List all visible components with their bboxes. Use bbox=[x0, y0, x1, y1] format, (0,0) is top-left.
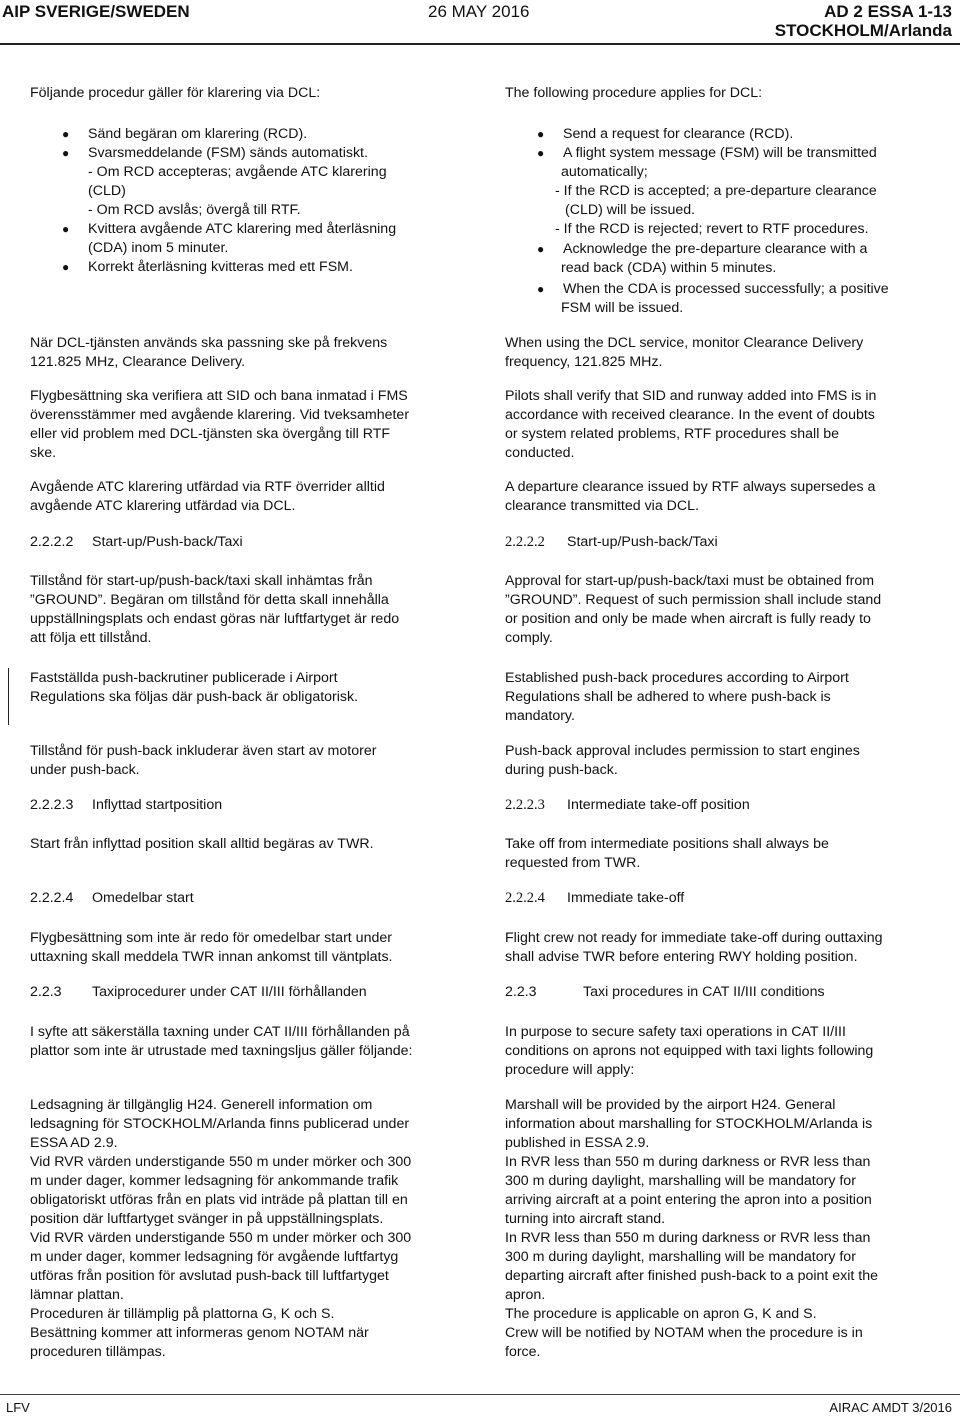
en-para-9-b: conditions on aprons not equipped with taxi lights following bbox=[505, 1043, 874, 1059]
sv-para-8-a: Flygbesättning som inte är redo för omedelbar start under bbox=[30, 930, 392, 946]
en-section-title-223: Taxi procedures in CAT II/III conditions bbox=[583, 984, 825, 1000]
en-para-2-a: Pilots shall verify that SID and runway added into FMS is in bbox=[505, 388, 877, 404]
en-bullet-2-line-d: (CLD) will be issued. bbox=[565, 202, 696, 218]
en-para-6-a: Push-back approval includes permission to start engines bbox=[505, 743, 860, 759]
en-section-title-2224: Immediate take-off bbox=[567, 890, 685, 906]
en-para-3-b: clearance transmitted via DCL. bbox=[505, 498, 699, 514]
en-para-4-a: Approval for start-up/push-back/taxi must be obtained from bbox=[505, 573, 875, 589]
en-para-4-d: comply. bbox=[505, 630, 553, 646]
sv-para-10-line: proceduren tillämpas. bbox=[30, 1344, 166, 1360]
sv-para-6-b: under push-back. bbox=[30, 762, 140, 778]
bullet-icon: ● bbox=[62, 127, 70, 141]
en-section-title-2223: Intermediate take-off position bbox=[567, 797, 750, 813]
en-para-10-line: turning into aircraft stand. bbox=[505, 1211, 666, 1227]
header-page-ref: AD 2 ESSA 1-13 bbox=[824, 2, 952, 21]
sv-section-number-2223: 2.2.2.3 bbox=[30, 797, 74, 813]
footer-publisher: LFV bbox=[6, 1400, 30, 1415]
en-para-6-b: during push-back. bbox=[505, 762, 618, 778]
en-para-10-line: published in ESSA 2.9. bbox=[505, 1135, 650, 1151]
en-bullet-2: ● A flight system message (FSM) will be transmitted bbox=[537, 145, 877, 161]
en-para-8-b: shall advise TWR before entering RWY holding position. bbox=[505, 949, 858, 965]
sv-intro: Följande procedur gäller för klarering via DCL: bbox=[30, 85, 321, 101]
en-para-10-line: 300 m during daylight, marshalling will be mandatory for bbox=[505, 1173, 856, 1189]
en-bullet-4-line-b: FSM will be issued. bbox=[561, 300, 684, 316]
sv-para-2-c: eller vid problem med DCL-tjänsten ska övergång till RTF bbox=[30, 426, 391, 442]
en-para-5-a: Established push-back procedures according to Airport bbox=[505, 670, 849, 686]
bullet-icon: ● bbox=[537, 242, 545, 256]
sv-para-10-line: ESSA AD 2.9. bbox=[30, 1135, 118, 1151]
sv-para-10-line: ledsagning för STOCKHOLM/Arlanda finns publicerad under bbox=[30, 1116, 410, 1132]
en-bullet-1: ● Send a request for clearance (RCD). bbox=[537, 126, 794, 142]
sv-section-title-2224: Omedelbar start bbox=[92, 890, 194, 906]
en-para-3-a: A departure clearance issued by RTF always supersedes a bbox=[505, 479, 876, 495]
en-para-10-line: arriving aircraft at a point entering the apron into a position bbox=[505, 1192, 872, 1208]
en-para-10-line: force. bbox=[505, 1344, 541, 1360]
sv-para-2-a: Flygbesättning ska verifiera att SID och bana inmatad i FMS bbox=[30, 388, 408, 404]
en-para-10-line: In RVR less than 550 m during darkness or RVR less than bbox=[505, 1154, 871, 1170]
sv-bullet-2-line-b: (CLD) bbox=[88, 183, 126, 199]
en-para-4-c: or position and only be made when aircraft is fully ready to bbox=[505, 611, 871, 627]
sv-para-2-d: ske. bbox=[30, 445, 57, 461]
sv-bullet-4: ● Korrekt återläsning kvitteras med ett FSM. bbox=[62, 259, 353, 275]
en-bullet-2-line-e: - If the RCD is rejected; revert to RTF procedures. bbox=[555, 221, 869, 237]
sv-para-5-a: Fastställda push-backrutiner publicerade i Airport bbox=[30, 670, 338, 686]
en-para-2-c: or system related problems, RTF procedures shall be bbox=[505, 426, 840, 442]
sv-section-number-223: 2.2.3 bbox=[30, 984, 62, 1000]
sv-section-number-2222: 2.2.2.2 bbox=[30, 534, 74, 550]
en-bullet-3-line-b: read back (CDA) within 5 minutes. bbox=[561, 260, 777, 276]
en-para-7-a: Take off from intermediate positions shall always be bbox=[505, 836, 829, 852]
sv-para-3-a: Avgående ATC klarering utfärdad via RTF överrider alltid bbox=[30, 479, 385, 495]
sv-para-3-b: avgående ATC klarering utfärdad via DCL. bbox=[30, 498, 296, 514]
sv-para-4-a: Tillstånd för start-up/push-back/taxi skall inhämtas från bbox=[30, 573, 373, 589]
sv-section-title-2222: Start-up/Push-back/Taxi bbox=[92, 534, 243, 550]
sv-para-9-b: plattor som inte är utrustade med taxningsljus gäller följande: bbox=[30, 1043, 413, 1059]
en-para-10-line: apron. bbox=[505, 1287, 546, 1303]
sv-para-10-line: Vid RVR värden understigande 550 m under mörker och 300 bbox=[30, 1154, 412, 1170]
en-para-9-a: In purpose to secure safety taxi operations in CAT II/III bbox=[505, 1024, 846, 1040]
en-bullet-2-line-c: - If the RCD is accepted; a pre-departure clearance bbox=[555, 183, 877, 199]
sv-bullet-2: ● Svarsmeddelande (FSM) sänds automatiskt. bbox=[62, 145, 368, 161]
sv-para-10-line: Proceduren är tillämplig på plattorna G, K och S. bbox=[30, 1306, 335, 1322]
bullet-icon: ● bbox=[62, 146, 70, 160]
sv-bullet-2-line-a: - Om RCD accepteras; avgående ATC klarering bbox=[88, 164, 387, 180]
en-para-1-b: frequency, 121.825 MHz. bbox=[505, 354, 663, 370]
header-aerodrome: STOCKHOLM/Arlanda bbox=[774, 21, 952, 40]
en-section-title-2222: Start-up/Push-back/Taxi bbox=[567, 534, 718, 550]
sv-para-10-line: lämnar plattan. bbox=[30, 1287, 124, 1303]
change-bar bbox=[8, 668, 9, 725]
en-bullet-4: ● When the CDA is processed successfully; a positive bbox=[537, 281, 889, 297]
en-section-number-223: 2.2.3 bbox=[505, 984, 537, 1000]
sv-para-9-a: I syfte att säkerställa taxning under CAT II/III förhållanden på bbox=[30, 1024, 410, 1040]
bullet-icon: ● bbox=[537, 127, 545, 141]
header-aip-title: AIP SVERIGE/SWEDEN bbox=[2, 2, 190, 21]
sv-para-4-d: att följa ett tillstånd. bbox=[30, 630, 152, 646]
en-bullet-2-line-b: automatically; bbox=[561, 164, 648, 180]
sv-para-10 bbox=[30, 1096, 411, 1362]
en-para-1-a: When using the DCL service, monitor Clearance Delivery bbox=[505, 335, 864, 351]
sv-bullet-2-line-c: - Om RCD avslås; övergå till RTF. bbox=[88, 202, 301, 218]
footer-amendment: AIRAC AMDT 3/2016 bbox=[829, 1400, 952, 1415]
sv-para-5-b: Regulations ska följas där push-back är obligatorisk. bbox=[30, 689, 359, 705]
sv-para-10-line: Besättning kommer att informeras genom NOTAM när bbox=[30, 1325, 369, 1341]
sv-para-10-line: m under dager, kommer ledsagning för ankommande trafik bbox=[30, 1173, 399, 1189]
sv-para-8-b: uttaxning skall meddela TWR innan ankomst till väntplats. bbox=[30, 949, 393, 965]
sv-para-10-line: obligatoriskt utföras från en plats vid inträde på plattan till en bbox=[30, 1192, 408, 1208]
english-column bbox=[505, 0, 955, 1417]
en-para-10-line: In RVR less than 550 m during darkness or RVR less than bbox=[505, 1230, 871, 1246]
sv-bullet-1: ● Sänd begäran om klarering (RCD). bbox=[62, 126, 308, 142]
sv-para-1-b: 121.825 MHz, Clearance Delivery. bbox=[30, 354, 246, 370]
sv-bullet-3-line-b: (CDA) inom 5 minuter. bbox=[88, 240, 229, 256]
sv-para-10-line: position där luftfartyget svänger in på uppställningsplats. bbox=[30, 1211, 384, 1227]
sv-para-4-b: ”GROUND”. Begäran om tillstånd för detta skall innehålla bbox=[30, 592, 389, 608]
en-para-10-line: Marshall will be provided by the airport H24. General bbox=[505, 1097, 836, 1113]
sv-para-7: Start från inflyttad position skall alltid begäras av TWR. bbox=[30, 836, 374, 852]
swedish-column bbox=[30, 0, 480, 1417]
en-para-5-c: mandatory. bbox=[505, 708, 575, 724]
sv-para-10-line: utföras från position för avslutad push-back till luftfartyget bbox=[30, 1268, 389, 1284]
en-para-5-b: Regulations shall be adhered to where push-back is bbox=[505, 689, 831, 705]
sv-bullet-3: ● Kvittera avgående ATC klarering med återläsning bbox=[62, 221, 397, 237]
en-section-number-2223: 2.2.2.3 bbox=[505, 797, 545, 813]
en-para-7-b: requested from TWR. bbox=[505, 855, 641, 871]
en-para-10 bbox=[505, 1096, 878, 1362]
en-intro: The following procedure applies for DCL: bbox=[505, 85, 763, 101]
en-para-10-line: The procedure is applicable on apron G, K and S. bbox=[505, 1306, 817, 1322]
en-para-8-a: Flight crew not ready for immediate take-off during outtaxing bbox=[505, 930, 883, 946]
sv-section-title-223: Taxiprocedurer under CAT II/III förhållanden bbox=[92, 984, 367, 1000]
en-bullet-3: ● Acknowledge the pre-departure clearance with a bbox=[537, 241, 868, 257]
bullet-icon: ● bbox=[62, 222, 70, 236]
en-section-number-2222: 2.2.2.2 bbox=[505, 534, 545, 550]
en-para-10-line: Crew will be notified by NOTAM when the procedure is in bbox=[505, 1325, 863, 1341]
en-para-9-c: procedure will apply: bbox=[505, 1062, 635, 1078]
en-para-10-line: information about marshalling for STOCKHOLM/Arlanda is bbox=[505, 1116, 873, 1132]
header-date: 26 MAY 2016 bbox=[428, 2, 530, 21]
sv-section-title-2223: Inflyttad startposition bbox=[92, 797, 223, 813]
en-para-10-line: departing aircraft after finished push-back to a point exit the bbox=[505, 1268, 879, 1284]
en-para-10-line: 300 m during daylight, marshalling will be mandatory for bbox=[505, 1249, 856, 1265]
sv-para-4-c: uppställningsplats och endast göras när luftfartyget är redo bbox=[30, 611, 400, 627]
sv-para-1-a: När DCL-tjänsten används ska passning ske på frekvens bbox=[30, 335, 388, 351]
en-para-2-b: accordance with received clearance. In the event of doubts bbox=[505, 407, 875, 423]
footer-rule bbox=[0, 1394, 960, 1395]
bullet-icon: ● bbox=[537, 146, 545, 160]
sv-para-6-a: Tillstånd för push-back inkluderar även start av motorer bbox=[30, 743, 377, 759]
sv-para-10-line: Ledsagning är tillgänglig H24. Generell information om bbox=[30, 1097, 373, 1113]
bullet-icon: ● bbox=[537, 282, 545, 296]
bullet-icon: ● bbox=[62, 260, 70, 274]
en-section-number-2224: 2.2.2.4 bbox=[505, 890, 545, 906]
en-para-4-b: ”GROUND”. Request of such permission shall include stand bbox=[505, 592, 882, 608]
sv-para-2-b: överensstämmer med avgående klarering. Vid tveksamheter bbox=[30, 407, 410, 423]
en-para-2-d: conducted. bbox=[505, 445, 575, 461]
sv-section-number-2224: 2.2.2.4 bbox=[30, 890, 74, 906]
sv-para-10-line: Vid RVR värden understigande 550 m under mörker och 300 bbox=[30, 1230, 412, 1246]
sv-para-10-line: m under dager, kommer ledsagning för avgående luftfartyg bbox=[30, 1249, 399, 1265]
